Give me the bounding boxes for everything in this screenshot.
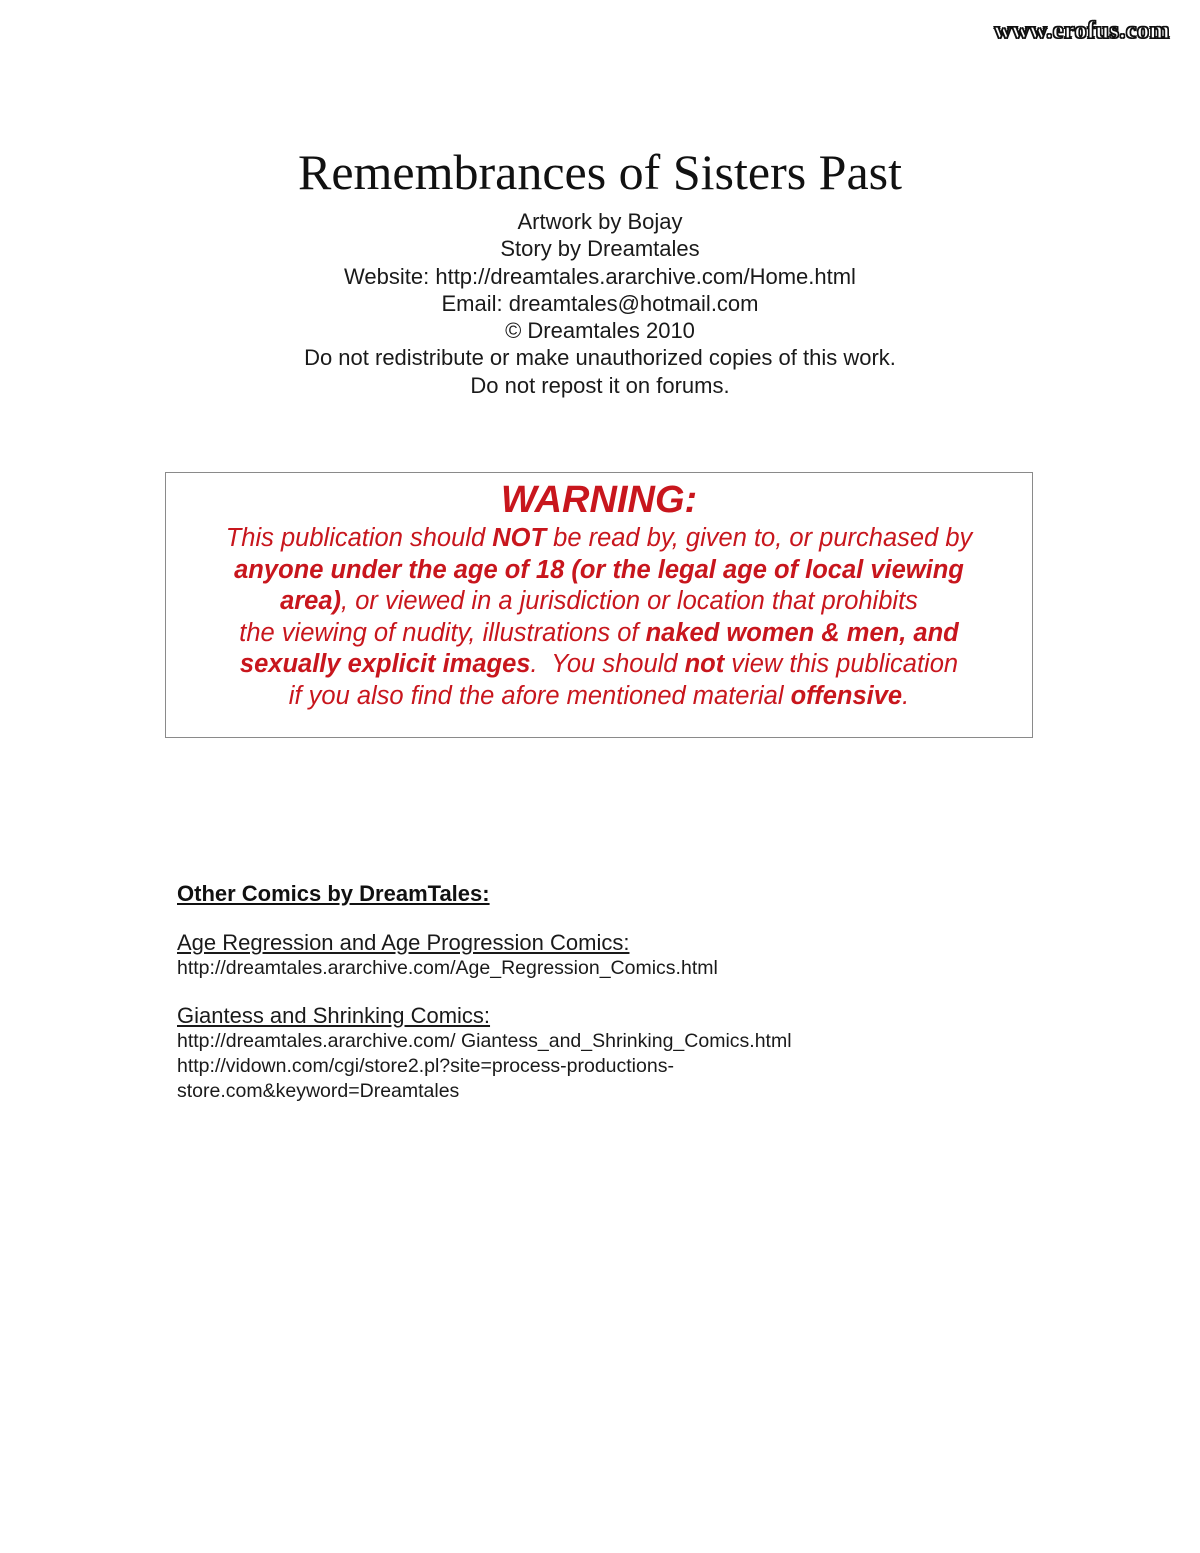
warning-line-1 [166,523,1032,555]
warning-emphasis: offensive [790,681,903,710]
warning-line-3 [166,586,1032,618]
warning-emphasis: sexually explicit images [239,650,531,679]
warning-text-segment: if you also find the afore mentioned material [288,681,791,710]
story-credit: Story by Dreamtales [500,236,700,262]
email-line: Email: dreamtales@hotmail.com [441,290,759,316]
warning-text [166,523,1032,713]
page-title: Remembrances of Sisters Past [297,144,903,200]
watermark: www.erofus.com [994,18,1170,44]
warning-text-segment: be read by, given to, or purchased by [546,524,973,552]
store-link-part-1: http://vidown.com/cgi/store2.pl?site=process-productions- [177,1055,674,1077]
repost-notice: Do not repost it on forums. [470,372,730,398]
warning-text-segment: . [902,681,910,710]
artwork-credit: Artwork by Bojay [517,209,683,234]
warning-title: WARNING: [500,479,698,521]
warning-emphasis: naked women & men, and [645,618,959,647]
other-comics-heading: Other Comics by DreamTales: [177,881,490,906]
warning-box [165,472,1033,738]
other-comics [177,880,1077,1104]
copyright-line: © Dreamtales 2010 [505,318,695,344]
title-block [0,142,1200,399]
giantess-link: http://dreamtales.ararchive.com/ Giantess_and_Shrinking_Comics.html [177,1030,792,1052]
warning-line-6 [166,681,1032,713]
warning-emphasis: not [684,650,725,679]
warning-line-5 [166,649,1032,681]
age-regression-section [177,930,1077,981]
store-link-part-2: store.com&keyword=Dreamtales [177,1080,460,1102]
website-line: Website: http://dreamtales.ararchive.com/Home.html [344,263,856,289]
warning-text-segment: . You should [530,650,685,679]
age-regression-link: http://dreamtales.ararchive.com/Age_Regression_Comics.html [177,957,718,979]
warning-line-4 [166,618,1032,650]
warning-text-segment: This publication should [225,524,493,552]
giantess-heading: Giantess and Shrinking Comics: [177,1003,491,1028]
redistribution-notice: Do not redistribute or make unauthorized copies of this work. [304,345,896,371]
warning-emphasis: area) [280,587,342,616]
giantess-section [177,1003,1077,1104]
warning-text-segment: the viewing of nudity, illustrations of [239,618,646,647]
age-regression-heading: Age Regression and Age Progression Comics: [177,930,630,955]
warning-line-2 [166,555,1032,587]
warning-emphasis: anyone under the age of 18 (or the legal age of local viewing [234,555,964,584]
warning-emphasis: NOT [492,524,547,552]
warning-text-segment: , or viewed in a jurisdiction or location that prohibits [341,587,918,616]
warning-text-segment: view this publication [724,650,959,679]
